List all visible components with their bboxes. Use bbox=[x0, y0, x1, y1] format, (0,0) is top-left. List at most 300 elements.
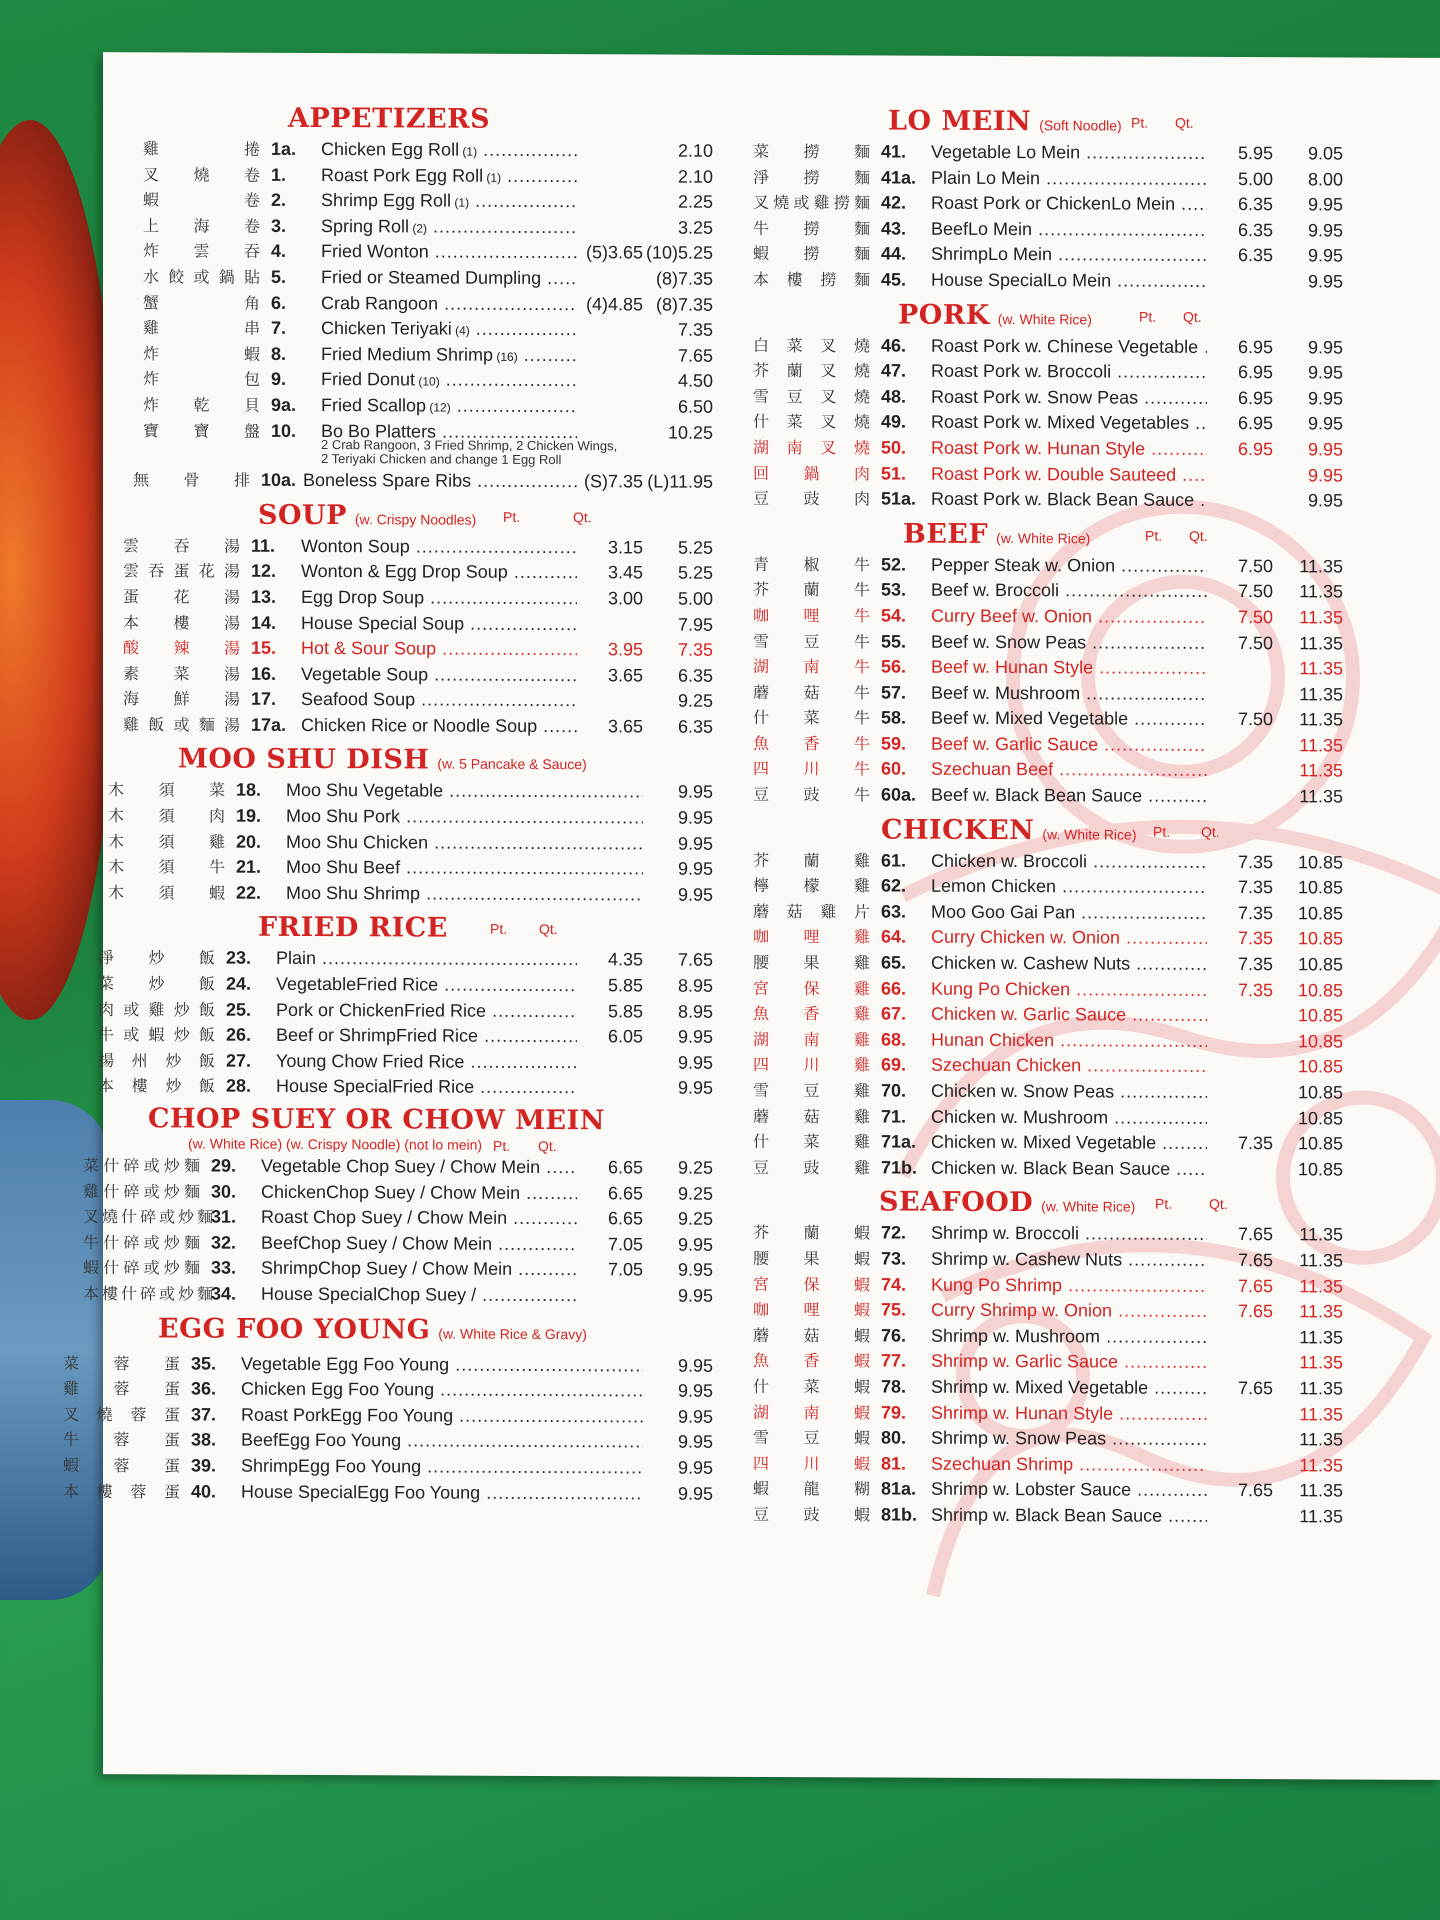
egg-foo-young-list bbox=[63, 1350, 713, 1506]
soup-header: SOUP (w. Crispy Noodles) Pt. Qt. bbox=[258, 499, 592, 531]
menu-item bbox=[753, 1001, 1343, 1029]
item-number: 15. bbox=[251, 637, 277, 658]
chinese-name: 牛什碎或炒麵 bbox=[83, 1232, 203, 1253]
item-name: Spring Roll (2) ..... bbox=[321, 216, 577, 238]
price-pint: 6.95 bbox=[1237, 362, 1273, 383]
price-quart: 9.95 bbox=[677, 858, 713, 879]
chinese-name: 蘑菇雞 bbox=[753, 1106, 873, 1127]
price-quart: 9.95 bbox=[677, 1026, 713, 1047]
item-name: Szechuan Shrimp ..... bbox=[931, 1453, 1207, 1475]
item-number: 23. bbox=[226, 948, 252, 969]
menu-item bbox=[753, 165, 1343, 193]
price-quart: 7.35 bbox=[677, 319, 713, 340]
item-name: Beef w. Mixed Vegetable ..... bbox=[931, 708, 1207, 730]
price-pint: 6.95 bbox=[1237, 387, 1273, 408]
chinese-name: 雞 捲 bbox=[143, 139, 263, 159]
price-pint: 7.35 bbox=[1237, 902, 1273, 924]
fried-rice-header: FRIED RICE Pt. Qt. bbox=[258, 912, 558, 945]
chinese-name: 蝦龍糊 bbox=[753, 1479, 873, 1499]
chinese-name: 青椒牛 bbox=[753, 554, 873, 575]
price-quart: 5.25 bbox=[677, 537, 713, 558]
item-number: 34. bbox=[211, 1283, 237, 1304]
price-quart: 9.25 bbox=[677, 1157, 713, 1178]
item-name: Shrimp w. Snow Peas ..... bbox=[931, 1428, 1207, 1450]
menu-item bbox=[753, 976, 1343, 1004]
price-pint: 3.15 bbox=[607, 537, 643, 558]
menu-item bbox=[753, 1374, 1343, 1402]
item-number: 33. bbox=[211, 1257, 237, 1279]
chinese-name: 雞飯或麵湯 bbox=[123, 715, 243, 735]
chop-suey-list bbox=[83, 1153, 713, 1309]
chicken-list bbox=[753, 848, 1343, 1183]
item-number: 70. bbox=[881, 1080, 907, 1101]
menu-item bbox=[753, 873, 1343, 901]
item-name: Hot & Sour Soup ..... bbox=[301, 638, 577, 660]
price-quart: 9.25 bbox=[677, 1208, 713, 1229]
menu-sheet bbox=[63, 52, 1440, 1780]
item-number: 14. bbox=[251, 612, 277, 633]
price-quart: 2.25 bbox=[677, 191, 713, 212]
price-pint: 7.50 bbox=[1237, 709, 1273, 730]
item-number: 42. bbox=[881, 192, 907, 213]
menu-item bbox=[753, 654, 1343, 682]
price-pint: 7.35 bbox=[1237, 979, 1273, 1000]
menu-item bbox=[753, 1104, 1343, 1132]
item-number: 81a. bbox=[881, 1478, 917, 1499]
item-name: BeefEgg Foo Young ..... bbox=[241, 1430, 643, 1453]
price-quart: 9.95 bbox=[1307, 490, 1343, 511]
chinese-name: 四川雞 bbox=[753, 1055, 873, 1075]
chinese-name: 酸辣湯 bbox=[123, 638, 243, 658]
item-name: Beef w. Garlic Sauce ..... bbox=[931, 734, 1207, 756]
item-name: Beef w. Black Bean Sauce ..... bbox=[931, 785, 1207, 807]
menu-item bbox=[753, 1348, 1343, 1376]
menu-item bbox=[123, 584, 713, 612]
chinese-name: 寶寶盤 bbox=[143, 420, 263, 441]
menu-item bbox=[143, 239, 713, 267]
item-number: 10. bbox=[271, 420, 297, 441]
item-name: Chicken w. Mushroom ..... bbox=[931, 1106, 1207, 1128]
item-name: Beef w. Hunan Style ..... bbox=[931, 657, 1207, 679]
item-number: 6. bbox=[271, 292, 287, 313]
price-quart: 9.95 bbox=[677, 1285, 713, 1306]
price-quart: 11.35 bbox=[1299, 683, 1343, 705]
menu-item bbox=[143, 367, 713, 395]
price-quart: 10.85 bbox=[1297, 1107, 1343, 1129]
item-name: Fried Wonton ..... bbox=[321, 241, 577, 263]
item-number: 19. bbox=[236, 805, 262, 826]
item-number: 1. bbox=[271, 164, 287, 185]
item-number: 60a. bbox=[881, 784, 917, 805]
item-number: 24. bbox=[226, 973, 252, 994]
item-number: 63. bbox=[881, 901, 907, 922]
price-quart: 7.35 bbox=[677, 639, 713, 660]
price-quart: 9.95 bbox=[677, 1052, 713, 1073]
item-number: 56. bbox=[881, 656, 907, 677]
item-number: 49. bbox=[881, 411, 907, 432]
item-number: 8. bbox=[271, 343, 287, 364]
item-name: Szechuan Chicken ..... bbox=[931, 1055, 1207, 1077]
chinese-name: 雞 串 bbox=[143, 318, 263, 338]
egg-foo-young-title: EGG FOO YOUNG (w. White Rice & Gravy) bbox=[158, 1312, 587, 1346]
price-quart: 9.95 bbox=[1307, 413, 1343, 434]
menu-item bbox=[123, 610, 713, 638]
price-pint: 3.45 bbox=[607, 562, 643, 583]
price-quart: 9.95 bbox=[677, 1077, 713, 1099]
item-name: Fried Medium Shrimp (16) ..... bbox=[321, 344, 577, 366]
chinese-name: 木須菜 bbox=[108, 780, 228, 801]
item-name: Moo Shu Beef ..... bbox=[286, 857, 643, 880]
menu-item bbox=[753, 1246, 1343, 1274]
piece-count-inline: (16) bbox=[493, 349, 518, 364]
item-number: 4. bbox=[271, 241, 287, 262]
price-pint: 7.35 bbox=[1237, 954, 1273, 975]
item-number: 13. bbox=[251, 586, 277, 607]
chinese-name: 魚香雞 bbox=[753, 1004, 873, 1024]
item-number: 29. bbox=[211, 1155, 237, 1176]
menu-item bbox=[98, 1022, 713, 1050]
chinese-name: 豆豉牛 bbox=[753, 784, 873, 805]
chinese-name: 木須牛 bbox=[108, 857, 228, 877]
chinese-name: 牛或蝦炒飯 bbox=[98, 1025, 218, 1045]
item-name: Wonton & Egg Drop Soup ..... bbox=[301, 561, 577, 583]
menu-item bbox=[753, 216, 1343, 244]
chinese-name: 咖哩蝦 bbox=[753, 1300, 873, 1320]
menu-item bbox=[753, 924, 1343, 952]
item-name: Vegetable Chop Suey / Chow Mein ..... bbox=[261, 1156, 577, 1178]
price-pint: 7.35 bbox=[1237, 1133, 1273, 1154]
price-quart: 11.35 bbox=[1299, 1429, 1343, 1450]
item-name: Chicken Egg Foo Young ..... bbox=[241, 1379, 643, 1402]
menu-item bbox=[753, 190, 1343, 218]
price-quart: 11.35 bbox=[1299, 658, 1343, 679]
item-number: 7. bbox=[271, 317, 287, 339]
menu-item bbox=[63, 1376, 713, 1404]
menu-item bbox=[108, 829, 713, 857]
item-number: 79. bbox=[881, 1402, 907, 1423]
chinese-name: 蝦 卷 bbox=[143, 190, 263, 210]
item-name: Vegetable Egg Foo Young ..... bbox=[241, 1353, 643, 1376]
menu-item bbox=[753, 267, 1343, 295]
price-quart: 9.95 bbox=[677, 1431, 713, 1453]
item-name: Moo Shu Chicken ..... bbox=[286, 832, 643, 855]
item-number: 73. bbox=[881, 1248, 907, 1269]
item-number: 53. bbox=[881, 579, 907, 600]
menu-item bbox=[753, 782, 1343, 810]
item-number: 54. bbox=[881, 605, 907, 626]
item-number: 32. bbox=[211, 1232, 237, 1253]
item-name: ShrimpEgg Foo Young ..... bbox=[241, 1456, 643, 1479]
price-quart: 11.35 bbox=[1299, 1224, 1343, 1245]
price-pint: 6.05 bbox=[607, 1026, 643, 1047]
soup-list bbox=[123, 533, 713, 740]
item-number: 69. bbox=[881, 1054, 907, 1075]
price-pint: 7.05 bbox=[607, 1234, 643, 1255]
item-number: 52. bbox=[881, 554, 907, 575]
price-quart: 7.95 bbox=[677, 614, 713, 635]
price-quart: 9.95 bbox=[1307, 464, 1343, 486]
chinese-name: 什菜叉燒 bbox=[753, 412, 873, 432]
item-number: 77. bbox=[881, 1350, 907, 1371]
price-pint: 5.85 bbox=[607, 975, 643, 996]
chinese-name: 雞蓉蛋 bbox=[63, 1379, 183, 1399]
chinese-name: 芥蘭叉燒 bbox=[753, 361, 873, 381]
item-number: 58. bbox=[881, 707, 907, 728]
appetizers-list bbox=[143, 136, 713, 446]
item-number: 39. bbox=[191, 1455, 217, 1476]
chinese-name: 叉燒或雞撈麵 bbox=[753, 193, 873, 213]
item-name: Moo Shu Vegetable ..... bbox=[286, 780, 643, 803]
chinese-name: 豆豉蝦 bbox=[753, 1504, 873, 1525]
piece-count-inline: (4) bbox=[451, 323, 470, 338]
item-name: Moo Shu Pork ..... bbox=[286, 806, 643, 829]
chinese-name: 揚州炒飯 bbox=[98, 1050, 218, 1071]
price-quart: 9.05 bbox=[1307, 143, 1343, 164]
item-name: ChickenChop Suey / Chow Mein ..... bbox=[261, 1181, 577, 1203]
chinese-name: 魚香蝦 bbox=[753, 1351, 873, 1371]
chinese-name: 回鍋肉 bbox=[753, 463, 873, 483]
price-pint: 6.65 bbox=[607, 1182, 643, 1204]
chinese-name: 淨炒飯 bbox=[98, 948, 218, 969]
item-name: Chicken w. Broccoli ..... bbox=[931, 850, 1207, 872]
menu-item bbox=[753, 848, 1343, 876]
chinese-name: 蝦撈麵 bbox=[753, 244, 873, 264]
item-name: Beef or ShrimpFried Rice ..... bbox=[276, 1025, 577, 1047]
menu-item bbox=[123, 533, 713, 561]
item-number: 2. bbox=[271, 190, 287, 211]
item-number: 78. bbox=[881, 1376, 907, 1397]
price-pint: 6.95 bbox=[1237, 438, 1273, 460]
item-number: 36. bbox=[191, 1378, 217, 1399]
beef-list bbox=[753, 552, 1343, 811]
chinese-name: 本樓撈麵 bbox=[753, 269, 873, 290]
price-pint: 6.65 bbox=[607, 1208, 643, 1229]
price-pint: 7.05 bbox=[607, 1259, 643, 1280]
item-name: Fried or Steamed Dumpling ..... bbox=[321, 267, 577, 289]
chinese-name: 海鮮湯 bbox=[123, 689, 243, 709]
item-name: Lemon Chicken ..... bbox=[931, 876, 1207, 898]
moo-shu-header bbox=[143, 738, 713, 780]
menu-item bbox=[753, 1220, 1343, 1248]
menu-item bbox=[753, 552, 1343, 580]
price-quart: 6.35 bbox=[677, 665, 713, 686]
item-name: Beef w. Broccoli ..... bbox=[931, 580, 1207, 602]
menu-item bbox=[753, 680, 1343, 708]
menu-item bbox=[123, 686, 713, 714]
item-number: 37. bbox=[191, 1404, 217, 1425]
seafood-list bbox=[753, 1220, 1343, 1530]
menu-item bbox=[753, 899, 1343, 927]
chinese-name: 淨撈麵 bbox=[753, 167, 873, 188]
price-quart: 11.35 bbox=[1299, 709, 1343, 730]
menu-item bbox=[143, 341, 713, 369]
price-pint: 6.35 bbox=[1237, 245, 1273, 266]
item-name: Chicken w. Garlic Sauce ..... bbox=[931, 1004, 1207, 1026]
menu-item bbox=[83, 1230, 713, 1258]
chinese-name: 木須肉 bbox=[108, 806, 228, 826]
item-name: Young Chow Fried Rice ..... bbox=[276, 1051, 577, 1073]
menu-item bbox=[753, 1155, 1343, 1183]
item-number: 71a. bbox=[881, 1131, 917, 1152]
item-name: Chicken w. Black Bean Sauce ..... bbox=[931, 1157, 1207, 1179]
price-quart: 9.95 bbox=[1307, 194, 1343, 215]
price-quart: 11.35 bbox=[1299, 607, 1343, 628]
menu-item bbox=[123, 661, 713, 689]
price-quart: 10.85 bbox=[1297, 1133, 1343, 1154]
price-pint: 5.00 bbox=[1237, 168, 1273, 189]
chinese-name: 豆豉肉 bbox=[753, 489, 873, 509]
menu-item bbox=[753, 384, 1343, 412]
price-quart: 7.65 bbox=[677, 950, 713, 971]
item-number: 66. bbox=[881, 978, 907, 999]
menu-item bbox=[98, 971, 713, 999]
menu-item bbox=[63, 1402, 713, 1430]
chinese-name: 炸乾貝 bbox=[143, 395, 263, 415]
chinese-name: 雞什碎或炒麵 bbox=[83, 1181, 203, 1202]
price-quart: 9.95 bbox=[677, 782, 713, 803]
item-number: 21. bbox=[236, 856, 262, 878]
menu-item bbox=[753, 460, 1343, 488]
item-name: House SpecialLo Mein ..... bbox=[931, 270, 1207, 292]
item-name: Chicken w. Mixed Vegetable ..... bbox=[931, 1132, 1207, 1154]
price-quart: 10.85 bbox=[1297, 928, 1343, 949]
appetizers-header bbox=[143, 96, 713, 138]
menu-item bbox=[108, 778, 713, 806]
price-quart: 11.35 bbox=[1299, 1455, 1343, 1476]
price-quart: 9.25 bbox=[677, 690, 713, 712]
chinese-name: 蝦蓉蛋 bbox=[63, 1455, 183, 1476]
menu-item bbox=[123, 635, 713, 663]
menu-item bbox=[143, 315, 713, 343]
chicken-title: CHICKEN (w. White Rice) bbox=[881, 814, 1137, 846]
menu-item bbox=[143, 264, 713, 292]
item-name: Roast Pork w. Chinese Vegetable ..... bbox=[931, 335, 1207, 357]
chinese-name: 炸雲吞 bbox=[143, 241, 263, 262]
item-name: Pork or ChickenFried Rice ..... bbox=[276, 999, 577, 1021]
menu-item bbox=[83, 1179, 713, 1207]
price-quart: 9.95 bbox=[677, 1457, 713, 1478]
item-name: VegetableFried Rice ..... bbox=[276, 974, 577, 996]
item-number: 80. bbox=[881, 1427, 907, 1448]
menu-item bbox=[753, 1476, 1343, 1504]
menu-item bbox=[98, 1048, 713, 1076]
price-quart: 11.35 bbox=[1299, 1327, 1343, 1348]
chinese-name: 雪豆蝦 bbox=[753, 1428, 873, 1448]
item-number: 25. bbox=[226, 999, 252, 1020]
chinese-name: 菜撈麵 bbox=[753, 141, 873, 162]
price-quart: 6.35 bbox=[677, 716, 713, 737]
item-name: Roast Pork w. Mixed Vegetables ..... bbox=[931, 412, 1207, 434]
price-quart: 5.25 bbox=[677, 562, 713, 584]
price-quart: 9.25 bbox=[677, 1183, 713, 1204]
menu-item bbox=[143, 392, 713, 420]
item-number: 22. bbox=[236, 882, 262, 903]
item-number: 44. bbox=[881, 243, 907, 264]
chinese-name: 蝦什碎或炒麵 bbox=[83, 1258, 203, 1278]
price-quart: 9.95 bbox=[1307, 362, 1343, 383]
item-name: Curry Shrimp w. Onion ..... bbox=[931, 1300, 1207, 1322]
item-number: 59. bbox=[881, 733, 907, 754]
chinese-name: 雲吞湯 bbox=[123, 535, 243, 556]
price-quart: 4.50 bbox=[677, 370, 713, 392]
chinese-name: 什菜雞 bbox=[753, 1132, 873, 1152]
menu-item bbox=[753, 1323, 1343, 1351]
chinese-name: 本樓炒飯 bbox=[98, 1076, 218, 1096]
menu-item bbox=[63, 1350, 713, 1378]
price-pint: 5.85 bbox=[607, 1000, 643, 1022]
chinese-name: 什菜牛 bbox=[753, 708, 873, 728]
chinese-name: 雪豆叉燒 bbox=[753, 386, 873, 407]
price-quart: 11.35 bbox=[1299, 1403, 1343, 1425]
moo-shu-list bbox=[108, 778, 713, 909]
left-column bbox=[63, 96, 713, 1507]
seafood-header: SEAFOOD (w. White Rice) Pt. Qt. bbox=[879, 1186, 1228, 1219]
price-quart: 8.95 bbox=[677, 1001, 713, 1022]
menu-item bbox=[143, 187, 713, 215]
chinese-name: 湖南叉燒 bbox=[753, 437, 873, 458]
item-name: Shrimp w. Garlic Sauce ..... bbox=[931, 1351, 1207, 1373]
price-pint: 6.35 bbox=[1237, 219, 1273, 240]
price-quart: 11.35 bbox=[1299, 556, 1343, 577]
platter-note: 2 Crab Rangoon, 3 Fried Shrimp, 2 Chicken Wings, 2 Teriyaki Chicken and change 1 Egg Roll bbox=[321, 437, 618, 468]
item-name: Crab Rangoon ..... bbox=[321, 293, 577, 315]
price-quart: 10.85 bbox=[1297, 851, 1343, 873]
item-number: 64. bbox=[881, 926, 907, 948]
chinese-name: 水餃或鍋貼 bbox=[143, 267, 263, 287]
price-pint: 7.65 bbox=[1237, 1301, 1273, 1322]
price-quart: 5.00 bbox=[677, 588, 713, 609]
item-number: 75. bbox=[881, 1299, 907, 1320]
menu-item bbox=[753, 577, 1343, 605]
item-number: 74. bbox=[881, 1274, 907, 1295]
item-number: 43. bbox=[881, 218, 907, 239]
chinese-name: 湖南牛 bbox=[753, 657, 873, 677]
item-number: 81b. bbox=[881, 1504, 918, 1525]
chinese-name: 湖南雞 bbox=[753, 1029, 873, 1050]
item-name: Shrimp w. Black Bean Sauce ..... bbox=[931, 1505, 1207, 1527]
price-quart: 11.35 bbox=[1299, 1275, 1343, 1297]
item-name: Roast Pork or ChickenLo Mein ..... bbox=[931, 193, 1207, 215]
item-number: 62. bbox=[881, 875, 907, 896]
item-name: Chicken w. Snow Peas ..... bbox=[931, 1081, 1207, 1103]
price-quart: 8.95 bbox=[677, 975, 713, 996]
menu-item bbox=[143, 136, 713, 164]
item-name: Roast Pork w. Hunan Style ..... bbox=[931, 438, 1207, 460]
menu-item bbox=[753, 1078, 1343, 1106]
price-pint: 5.95 bbox=[1237, 143, 1273, 164]
item-name: House SpecialFried Rice ..... bbox=[276, 1076, 577, 1098]
item-name: Roast Chop Suey / Chow Mein ..... bbox=[261, 1207, 577, 1229]
price-quart: 3.25 bbox=[677, 217, 713, 238]
price-quart: 11.35 bbox=[1299, 632, 1343, 653]
item-name: Roast Pork w. Broccoli ..... bbox=[931, 361, 1207, 383]
menu-item bbox=[108, 803, 713, 831]
item-name: Shrimp w. Lobster Sauce ..... bbox=[931, 1479, 1207, 1501]
price-pint: 3.65 bbox=[607, 664, 643, 686]
menu-item bbox=[753, 1129, 1343, 1157]
menu-item bbox=[143, 213, 713, 241]
item-number: 61. bbox=[881, 850, 907, 871]
item-name: Chicken Rice or Noodle Soup ..... bbox=[301, 715, 577, 737]
price-pint: 6.35 bbox=[1237, 194, 1273, 215]
chinese-name: 芥蘭牛 bbox=[753, 580, 873, 600]
price-quart: 11.35 bbox=[1299, 735, 1343, 756]
price-quart: 7.65 bbox=[677, 345, 713, 366]
price-quart: 9.95 bbox=[677, 884, 713, 905]
chinese-name: 腰果雞 bbox=[753, 952, 873, 973]
chinese-name: 牛撈麵 bbox=[753, 218, 873, 239]
fried-rice-title: FRIED RICE bbox=[258, 912, 448, 945]
